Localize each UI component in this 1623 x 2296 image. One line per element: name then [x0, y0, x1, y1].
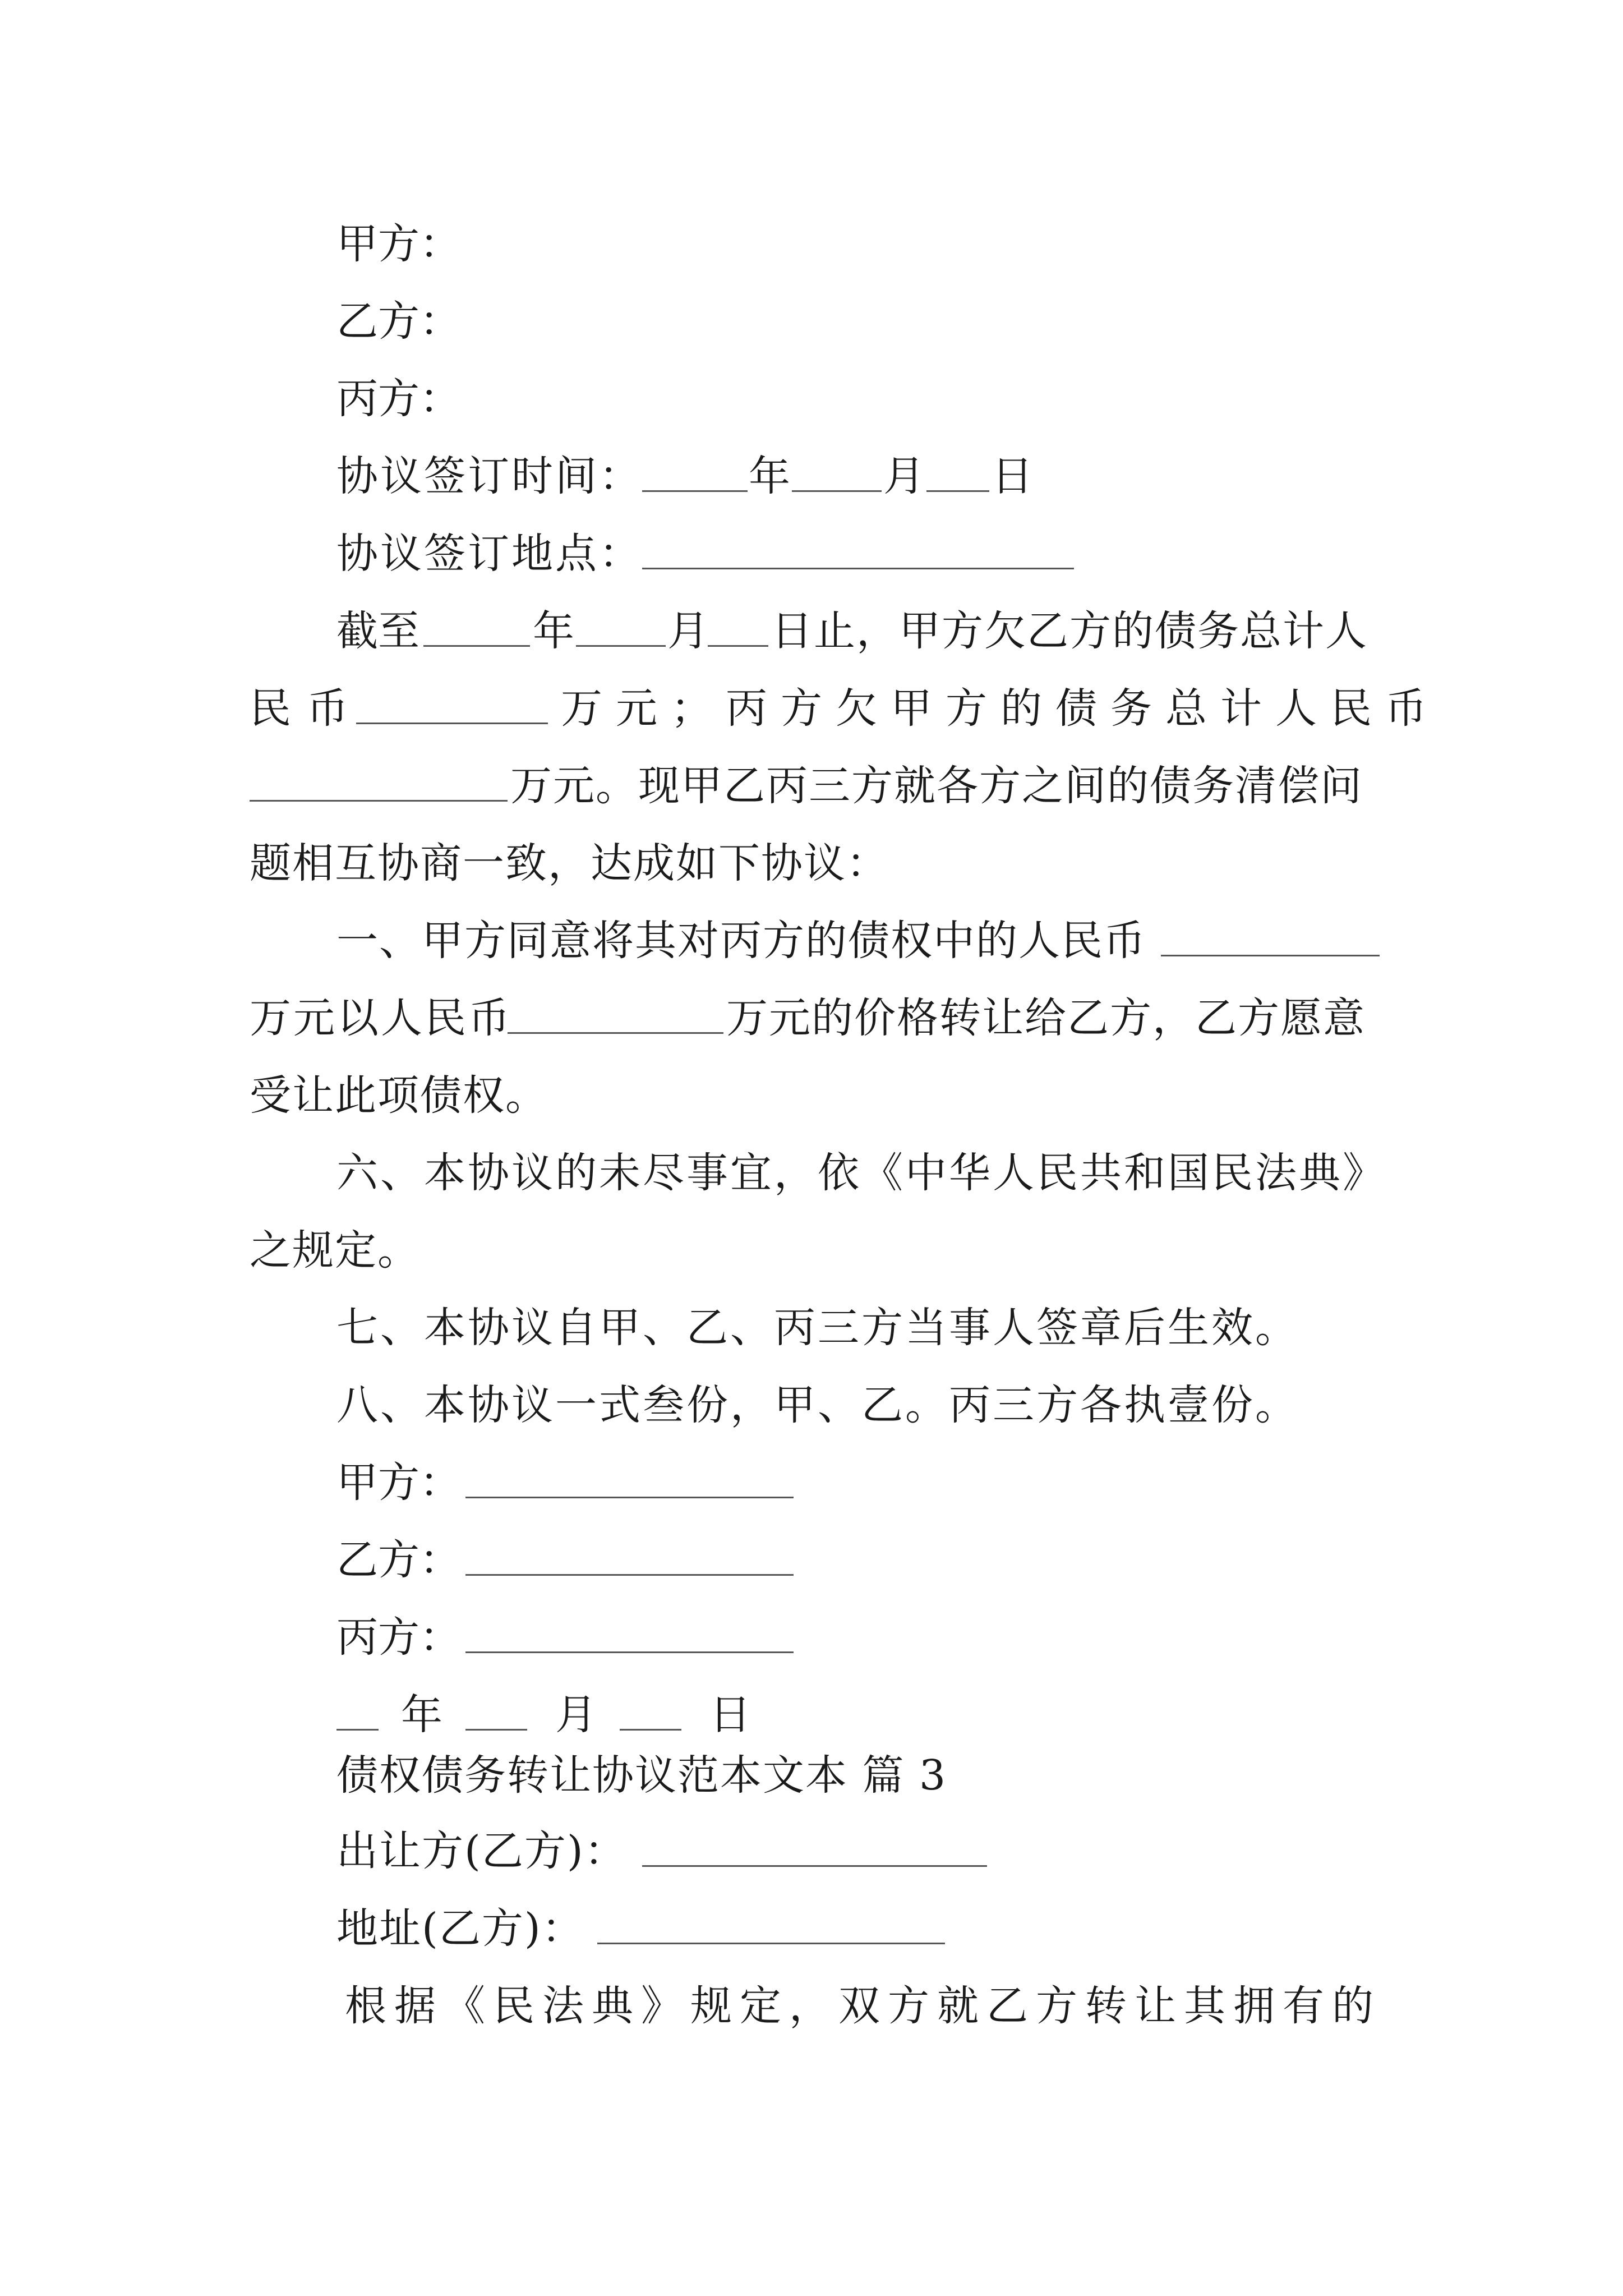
signature-month-blank — [465, 1729, 527, 1731]
signing-place-label: 协议签订地点： — [336, 530, 643, 578]
clause-8-text: 八、本协议一式叁份，甲、乙。丙三方各执壹份。 — [336, 1381, 1299, 1429]
basis-line — [0, 1975, 1623, 2037]
clause-intro-line-2 — [0, 678, 1623, 739]
clause-intro-line-1 — [0, 600, 1623, 662]
signature-month-label: 月 — [555, 1691, 597, 1739]
signing-month-label: 月 — [883, 452, 925, 500]
clause-8-line — [0, 1374, 1623, 1436]
signing-year-label: 年 — [749, 452, 790, 500]
signing-day-label: 日 — [992, 452, 1033, 500]
intro-settlement-text: 万元。现甲乙丙三方就各方之间的债务清偿问 — [510, 762, 1363, 810]
clause-1-line-2 — [0, 987, 1623, 1049]
basis-text: 根据《民法典》规定，双方就乙方转让其拥有的 — [345, 1982, 1381, 2030]
signature-party-a-line — [0, 1452, 1623, 1513]
clause-7-line — [0, 1297, 1623, 1359]
clause-1-price-blank — [508, 1032, 723, 1034]
clause-6-text-a: 六、本协议的未尽事宜，依《中华人民共和国民法典》 — [336, 1149, 1386, 1197]
clause-1-line-3 — [0, 1065, 1623, 1126]
clause-6-line-1 — [0, 1142, 1623, 1204]
party-b-label: 乙方： — [336, 297, 461, 346]
party-a-label: 甲方： — [336, 220, 461, 268]
signature-year-blank — [336, 1729, 379, 1731]
signature-party-c-line — [0, 1607, 1623, 1668]
intro-year-label: 年 — [533, 607, 574, 655]
section-3-heading-line — [0, 1745, 1623, 1806]
clause-1-text-d: 受让此项债权。 — [250, 1071, 548, 1120]
signing-date-label: 协议签订时间： — [336, 452, 643, 500]
party-b-line — [0, 291, 1623, 352]
signature-party-b-line — [0, 1529, 1623, 1591]
signature-date-line — [0, 1684, 1623, 1746]
intro-currency-label: 民币 — [250, 684, 364, 733]
signature-party-b-label: 乙方： — [336, 1536, 461, 1584]
section-3-heading: 债权债务转让协议范本文本 篇 3 — [336, 1751, 947, 1800]
party-c-label: 丙方： — [336, 375, 461, 423]
clause-intro-line-3 — [0, 755, 1623, 817]
intro-day-text: 日止，甲方欠乙方的债务总计人 — [771, 607, 1368, 655]
clause-1-amount-blank — [1161, 955, 1380, 956]
clause-1-text-c: 万元的价格转让给乙方，乙方愿意 — [726, 994, 1366, 1042]
party-c-line — [0, 368, 1623, 430]
signature-day-blank — [620, 1729, 681, 1731]
assignor-address-line — [0, 1898, 1623, 1959]
party-a-line — [0, 213, 1623, 275]
signing-place-line — [0, 523, 1623, 585]
signature-party-a-label: 甲方： — [336, 1458, 461, 1507]
signing-month-blank — [792, 490, 882, 492]
clause-1-text-a: 一、甲方同意将其对丙方的债权中的人民币 — [336, 917, 1146, 965]
intro-month-blank — [576, 645, 666, 647]
intro-amount-2-blank — [250, 800, 508, 802]
intro-amount-text: 万元；丙方欠甲方的债务总计人民币 — [561, 684, 1440, 733]
clause-intro-line-4 — [0, 832, 1623, 894]
intro-month-label: 月 — [667, 607, 709, 655]
intro-amount-1-blank — [356, 723, 548, 724]
signing-place-blank — [642, 568, 1074, 569]
clause-1-line-1 — [0, 910, 1623, 972]
assignor-address-blank — [597, 1943, 945, 1944]
signature-party-c-blank — [465, 1651, 794, 1653]
clause-1-text-b: 万元以人民币 — [250, 994, 512, 1042]
assignor-label: 出让方(乙方)： — [336, 1827, 627, 1875]
assignor-address-label: 地址(乙方)： — [336, 1904, 584, 1953]
signing-year-blank — [642, 490, 748, 492]
signature-day-label: 日 — [709, 1691, 751, 1739]
signing-date-line — [0, 445, 1623, 507]
intro-agreement-text: 题相互协商一致，达成如下协议： — [250, 839, 889, 887]
clause-6-line-2 — [0, 1220, 1623, 1281]
clause-7-text: 七、本协议自甲、乙、丙三方当事人签章后生效。 — [336, 1304, 1299, 1352]
signature-year-label: 年 — [401, 1691, 442, 1739]
assignor-blank — [642, 1865, 987, 1867]
signature-party-c-label: 丙方： — [336, 1613, 461, 1662]
assignor-line — [0, 1820, 1623, 1882]
intro-year-blank — [423, 645, 530, 647]
signing-day-blank — [926, 490, 989, 492]
signature-party-a-blank — [465, 1497, 794, 1498]
intro-until-label: 截至 — [336, 607, 419, 655]
intro-day-blank — [708, 645, 768, 647]
clause-6-text-b: 之规定。 — [250, 1226, 420, 1274]
signature-party-b-blank — [465, 1574, 794, 1576]
